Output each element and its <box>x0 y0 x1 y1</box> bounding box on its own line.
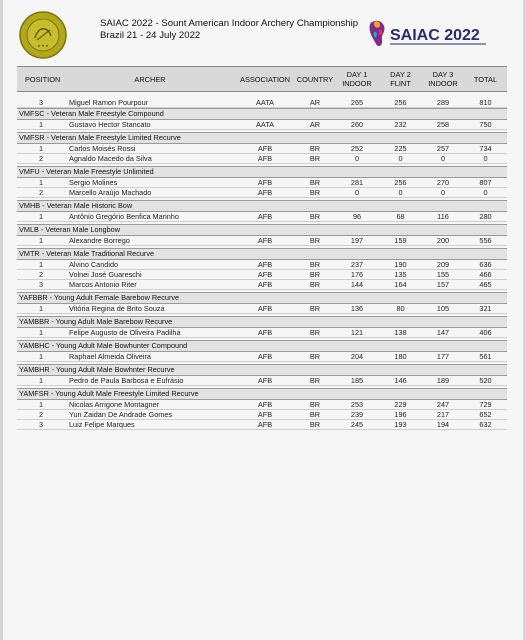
category-header: YAFBBR - Young Adult Female Barebow Recurve <box>17 292 507 304</box>
cell-archer: Raphael Almeida Oliveira <box>69 352 151 361</box>
cell-day1: 121 <box>350 328 364 337</box>
table-row <box>17 260 507 270</box>
cell-day3: 116 <box>437 212 449 221</box>
cell-total: 652 <box>479 410 492 419</box>
cell-total: 632 <box>479 420 492 429</box>
cell-position: 1 <box>38 236 44 245</box>
results-table <box>17 66 507 432</box>
table-row <box>17 270 507 280</box>
table-row <box>17 352 507 362</box>
cell-archer: Alexandre Borrego <box>69 236 130 245</box>
cell-archer: Vitória Regina de Brito Souza <box>69 304 165 313</box>
cell-position: 3 <box>38 98 44 107</box>
cell-association: AFB <box>257 212 273 221</box>
cell-position: 1 <box>38 120 44 129</box>
cell-day1: 252 <box>350 144 364 153</box>
cell-total: 636 <box>479 260 492 269</box>
cell-country: BR <box>309 178 321 187</box>
cell-archer: Marcello Araújo Machado <box>69 188 152 197</box>
table-row <box>17 376 507 386</box>
cell-day1: 237 <box>350 260 364 269</box>
cell-day3: 155 <box>436 270 450 279</box>
cell-total: 810 <box>479 98 492 107</box>
cell-total: 321 <box>479 304 492 313</box>
cell-country: BR <box>309 212 321 221</box>
cell-total: 0 <box>483 154 488 163</box>
cell-association: AFB <box>257 144 273 153</box>
cell-country: BR <box>309 154 321 163</box>
cell-archer: Marcos Antonio Riter <box>69 280 137 289</box>
cell-archer: Yun Zaidan De Andrade Gomes <box>69 410 173 419</box>
cell-day1: 185 <box>350 376 364 385</box>
category-header: YAMFSR - Young Adult Male Freestyle Limited Recurve <box>17 388 507 400</box>
cell-country: BR <box>309 400 321 409</box>
cell-position: 2 <box>38 410 44 419</box>
category-header: VMLB - Veteran Male Longbow <box>17 224 507 236</box>
col-archer: ARCHER <box>134 74 166 84</box>
category-header: VMFSR - Veteran Male Freestyle Limited Recurve <box>17 132 507 144</box>
cell-association: AFB <box>257 270 273 279</box>
cell-total: 280 <box>479 212 492 221</box>
table-row <box>17 144 507 154</box>
cell-archer: Gustavo Hector Stancato <box>69 120 151 129</box>
cell-position: 2 <box>38 270 44 279</box>
cell-day2: 225 <box>394 144 407 153</box>
svg-text:★ ★ ★: ★ ★ ★ <box>37 44 49 48</box>
cell-day3: 289 <box>436 98 450 107</box>
cell-day3: 200 <box>436 236 450 245</box>
col-day1-label: DAY 1 <box>346 70 368 79</box>
cell-country: BR <box>309 420 321 429</box>
table-row <box>17 420 507 430</box>
cell-association: AFB <box>257 236 273 245</box>
cell-total: 729 <box>479 400 492 409</box>
cell-position: 2 <box>38 188 44 197</box>
cell-position: 1 <box>38 400 44 409</box>
table-row <box>17 410 507 420</box>
table-row <box>17 120 507 130</box>
col-total: TOTAL <box>473 74 498 84</box>
cell-association: AFB <box>257 178 273 187</box>
cell-day3: 270 <box>436 178 450 187</box>
cell-day1: 0 <box>354 188 360 197</box>
cell-total: 0 <box>483 188 488 197</box>
cell-country: BR <box>309 352 321 361</box>
col-day1-sub: INDOOR <box>342 79 372 88</box>
cell-archer: Agnaldo Macedo da Silva <box>69 154 152 163</box>
cell-total: 556 <box>479 236 492 245</box>
table-row <box>17 236 507 246</box>
cell-archer: Volnei José Guareschi <box>69 270 142 279</box>
table-row <box>17 280 507 290</box>
cell-country: BR <box>309 304 321 313</box>
cell-day2: 0 <box>398 154 403 163</box>
cell-day2: 159 <box>394 236 407 245</box>
cell-day3: 0 <box>440 154 446 163</box>
cell-day1: 197 <box>350 236 364 245</box>
cell-day2: 193 <box>394 420 407 429</box>
cell-country: BR <box>309 188 321 197</box>
cell-association: AFB <box>257 188 273 197</box>
cell-association: AFB <box>257 420 273 429</box>
category-header: VMFSC - Veteran Male Freestyle Compound <box>17 108 507 120</box>
cell-day3: 209 <box>436 260 450 269</box>
cell-total: 807 <box>479 178 492 187</box>
cell-day3: 194 <box>436 420 450 429</box>
category-header: VMHB - Veteran Male Historic Bow <box>17 200 507 212</box>
cell-archer: Nicolas Arrigone Montagner <box>69 400 160 409</box>
cell-total: 750 <box>479 120 492 129</box>
cell-day1: 260 <box>350 120 364 129</box>
saiac-2022-logo <box>368 18 508 50</box>
cell-country: BR <box>309 270 321 279</box>
cell-day3: 257 <box>436 144 450 153</box>
cell-association: AFB <box>257 304 273 313</box>
cell-day2: 229 <box>394 400 407 409</box>
cell-archer: Antônio Gregório Benfica Marinho <box>69 212 179 221</box>
cell-day1: 253 <box>350 400 364 409</box>
table-row <box>17 328 507 338</box>
cell-association: AFB <box>257 154 273 163</box>
cell-day3: 177 <box>436 352 450 361</box>
cell-day3: 105 <box>436 304 450 313</box>
cell-position: 1 <box>38 328 44 337</box>
federation-seal-logo <box>16 10 70 60</box>
cell-day2: 80 <box>396 304 405 313</box>
table-row <box>17 212 507 222</box>
table-body <box>17 98 507 432</box>
cell-position: 1 <box>38 178 44 187</box>
cell-country: BR <box>309 236 321 245</box>
table-row <box>17 178 507 188</box>
cell-day1: 176 <box>350 270 364 279</box>
cell-country: BR <box>309 280 321 289</box>
header-subtitle: Brazil 21 - 24 July 2022 <box>100 30 201 41</box>
col-position: POSITION <box>25 74 61 84</box>
left-border <box>0 0 3 640</box>
cell-archer: Carlos Moisés Rossi <box>69 144 136 153</box>
cell-total: 520 <box>479 376 492 385</box>
header <box>100 18 358 42</box>
cell-day1: 144 <box>350 280 364 289</box>
category-header: VMTR - Veteran Male Traditional Recurve <box>17 248 507 260</box>
cell-day2: 68 <box>396 212 405 221</box>
cell-total: 734 <box>479 144 492 153</box>
cell-day2: 146 <box>394 376 407 385</box>
table-row <box>17 188 507 198</box>
cell-day1: 0 <box>354 154 360 163</box>
cell-position: 2 <box>38 154 44 163</box>
table-row <box>17 400 507 410</box>
cell-position: 1 <box>38 212 44 221</box>
cell-archer: Miguel Ramon Pourpour <box>69 98 149 107</box>
cell-day3: 258 <box>436 120 450 129</box>
col-day3 <box>422 70 464 88</box>
cell-day2: 0 <box>398 188 403 197</box>
cell-day2: 196 <box>394 410 407 419</box>
col-day1 <box>335 70 379 88</box>
cell-day1: 281 <box>350 178 364 187</box>
header-title: SAIAC 2022 - Sount American Indoor Archery Championship <box>100 18 359 29</box>
col-day2-sub: FLINT <box>390 79 411 88</box>
cell-day2: 138 <box>394 328 407 337</box>
category-header: VMFU - Veteran Male Freestyle Unlimited <box>17 166 507 178</box>
cell-association: AFB <box>257 376 273 385</box>
cell-day2: 180 <box>394 352 407 361</box>
category-header: YAMBHR - Young Adult Male Bowhnter Recurve <box>17 364 507 376</box>
cell-position: 3 <box>38 420 44 429</box>
cell-day3: 247 <box>436 400 450 409</box>
col-country: COUNTRY <box>296 74 334 84</box>
cell-day3: 147 <box>436 328 450 337</box>
cell-association: AFB <box>257 400 273 409</box>
cell-country: AR <box>309 98 321 107</box>
cell-archer: Sergio Molines <box>69 178 118 187</box>
col-association: ASSOCIATION <box>240 74 290 84</box>
col-day2 <box>379 70 422 88</box>
cell-position: 1 <box>38 260 44 269</box>
cell-position: 1 <box>38 352 44 361</box>
category-header: YAMBBR - Young Adult Male Barebow Recurve <box>17 316 507 328</box>
cell-association: AFB <box>257 410 273 419</box>
cell-country: BR <box>309 328 321 337</box>
cell-association: AATA <box>256 98 274 107</box>
col-day2-label: DAY 2 <box>390 70 411 79</box>
cell-day2: 256 <box>394 98 407 107</box>
cell-day1: 204 <box>350 352 364 361</box>
cell-day3: 189 <box>436 376 450 385</box>
cell-day1: 96 <box>352 212 362 221</box>
cell-day1: 265 <box>350 98 364 107</box>
cell-total: 466 <box>479 270 492 279</box>
cell-total: 406 <box>479 328 492 337</box>
cell-day3: 157 <box>436 280 450 289</box>
category-gap <box>17 430 507 432</box>
category-header: YAMBHC - Young Adult Male Bowhunter Compound <box>17 340 507 352</box>
cell-position: 3 <box>38 280 44 289</box>
cell-day1: 245 <box>350 420 364 429</box>
cell-archer: Alvino Candido <box>69 260 119 269</box>
cell-country: BR <box>309 144 321 153</box>
cell-country: AR <box>309 120 321 129</box>
cell-day2: 164 <box>394 280 407 289</box>
table-row <box>17 154 507 164</box>
cell-association: AFB <box>257 260 273 269</box>
cell-country: BR <box>309 376 321 385</box>
cell-day1: 239 <box>350 410 364 419</box>
cell-day2: 190 <box>394 260 407 269</box>
col-day3-label: DAY 3 <box>432 70 454 79</box>
cell-day2: 256 <box>394 178 407 187</box>
cell-archer: Pedro de Paula Barbosa e Eufrásio <box>69 376 184 385</box>
cell-day2: 135 <box>394 270 407 279</box>
cell-country: BR <box>309 260 321 269</box>
cell-position: 1 <box>38 304 44 313</box>
col-day3-sub: INDOOR <box>428 79 458 88</box>
table-row <box>17 98 507 108</box>
cell-archer: Felipe Augusto de Oliveira Padilha <box>69 328 181 337</box>
brand-text: SAIAC 2022 <box>390 27 480 44</box>
cell-association: AFB <box>257 280 273 289</box>
cell-day1: 136 <box>350 304 364 313</box>
cell-day3: 217 <box>436 410 450 419</box>
cell-total: 561 <box>479 352 492 361</box>
cell-country: BR <box>309 410 321 419</box>
cell-total: 465 <box>479 280 492 289</box>
cell-association: AFB <box>257 352 273 361</box>
cell-day2: 232 <box>394 120 407 129</box>
table-row <box>17 304 507 314</box>
cell-archer: Luiz Felipe Marques <box>69 420 135 429</box>
cell-day3: 0 <box>440 188 446 197</box>
cell-association: AATA <box>256 120 274 129</box>
cell-association: AFB <box>257 328 273 337</box>
cell-position: 1 <box>38 376 44 385</box>
table-header <box>17 66 507 92</box>
cell-position: 1 <box>38 144 44 153</box>
